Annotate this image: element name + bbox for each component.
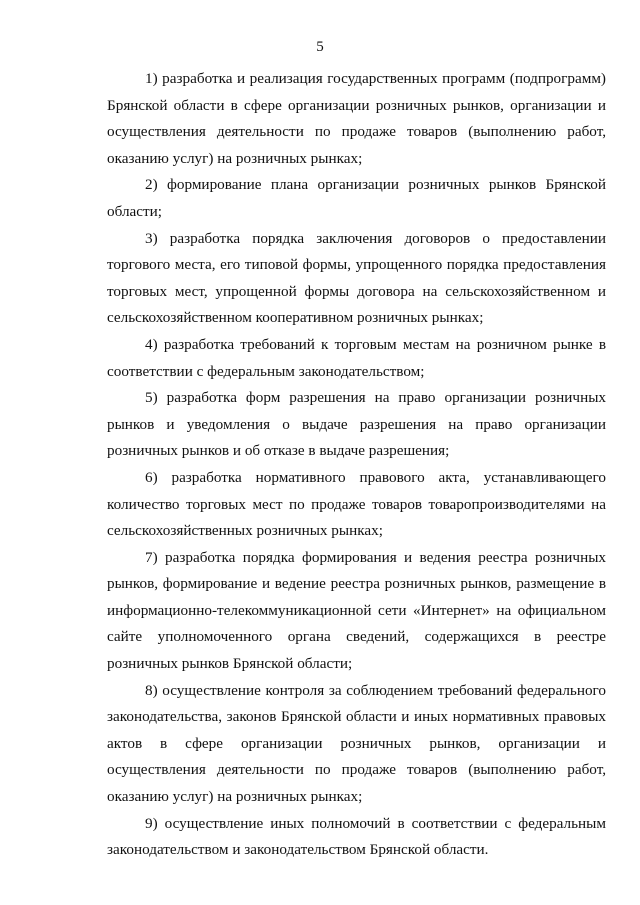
- list-item-4: 4) разработка требований к торговым местам на розничном рынке в соответствии с федеральным законодательством;: [107, 335, 606, 380]
- list-item-1: 1) разработка и реализация государственных программ (подпрограмм) Брянской области в сфере организации розничных рынков, организации и осуществления деятельности по продаже товаров (выполнению работ, оказанию услуг) на розничных рынках;: [107, 70, 606, 167]
- list-item-3: 3) разработка порядка заключения договоров о предоставлении торгового места, его типовой формы, упрощенного порядка предоставления торговых мест, упрощенной формы договора на сельскохозяйственном и сельскохозяйственном кооперативном розничных рынках;: [107, 229, 606, 327]
- list-item-8: 8) осуществление контроля за соблюдением требований федерального законодательства, законов Брянской области и иных нормативных правовых актов в сфере организации розничных рынков, организации и осуществления деятельности по продаже товаров (выполнению работ, оказанию услуг) на розничных рынках;: [107, 681, 606, 806]
- list-item-7: 7) разработка порядка формирования и ведения реестра розничных рынков, формирование и ведение реестра розничных рынков, размещение в информационно-телекоммуникационной сети «Интернет» на официальном сайте уполномоченного органа сведений, содержащихся в реестре розничных рынков Брянской области;: [107, 548, 606, 673]
- document-body: [107, 66, 606, 864]
- list-item-6: 6) разработка нормативного правового акта, устанавливающего количество торговых мест по продаже товаров товаропроизводителями на сельскохозяйственных розничных рынках;: [107, 468, 606, 540]
- list-item-2: 2) формирование плана организации розничных рынков Брянской области;: [107, 176, 606, 220]
- list-item-5: 5) разработка форм разрешения на право организации розничных рынков и уведомления о выдаче разрешения на право организации розничных рынков и об отказе в выдаче разрешения;: [107, 389, 606, 460]
- list-item-9: 9) осуществление иных полномочий в соответствии с федеральным законодательством и законодательством Брянской области.: [107, 814, 606, 859]
- page-number: 5: [316, 39, 324, 55]
